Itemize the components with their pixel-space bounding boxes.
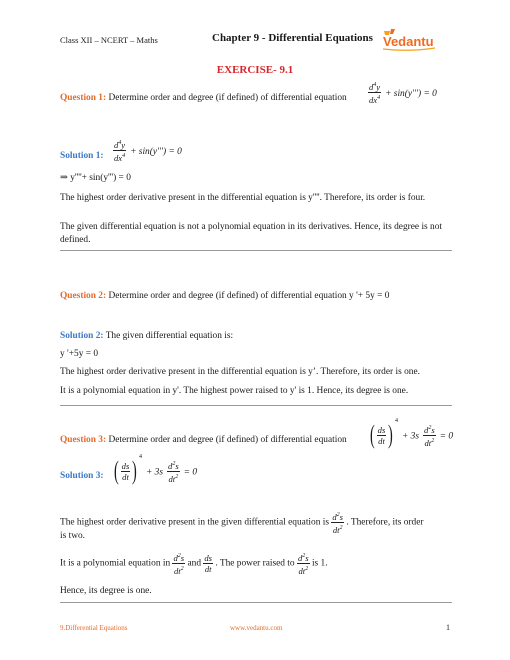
divider-1 (60, 250, 452, 251)
question-1-label: Question 1: (60, 93, 107, 103)
footer-page-number: 1 (446, 623, 450, 632)
question-1-equation: $\frac{d^4y}{dx^4}$ + sin(y''') = 0 (369, 81, 437, 105)
question-3-text: Determine order and degree (if defined) of differential equation (108, 435, 347, 445)
divider-2 (60, 405, 452, 406)
solution-1-step: ⇒ y''''+ sin(y''') = 0 (60, 173, 131, 183)
solution-3-paragraph-3: Hence, its degree is one. (60, 586, 152, 596)
footer-chapter: 9.Differential Equations (60, 624, 128, 632)
solution-2-text: The given differential equation is: (105, 331, 234, 341)
solution-3-paragraph-1-start: The highest order derivative present in the given differential equation is (60, 517, 330, 528)
solution-1-paragraph-1: The highest order derivative present in the differential equation is y''''. Therefore, its order is four. (60, 193, 426, 203)
solution-1-label: Solution 1: (60, 151, 104, 161)
solution-3-paragraph-1-cont: is two. (60, 531, 86, 541)
solution-2 (60, 330, 460, 343)
solution-3-paragraph-1: The highest order derivative present in the given differential equation is $\frac{d^2s}{dt^2}$ . Therefore, its order (60, 511, 424, 535)
question-2-label: Question 2: (60, 291, 107, 301)
solution-2-paragraph-2: It is a polynomial equation in y'. The highest power raised to y' is 1. Hence, its degree is one. (60, 386, 409, 396)
question-3-equation: ( $\frac{ds}{dt}$ ) $^4$ + 3s $\frac{d^2s}{dt^2}$ = 0 (369, 418, 454, 449)
solution-2-label: Solution 2: (60, 331, 104, 341)
solution-1-paragraph-2: The given differential equation is not a polynomial equation in its derivatives. Hence, its degree is not defined. (60, 222, 443, 245)
solution-3-paragraph-2-d: is 1. (311, 558, 328, 569)
solution-3-equation: ( $\frac{ds}{dt}$ ) $^4$ + 3s $\frac{d^2s}{dt^2}$ = 0 (113, 454, 198, 485)
question-2 (60, 290, 460, 303)
vedantu-logo-text: Vedantu (383, 34, 434, 49)
header-chapter-title: Chapter 9 - Differential Equations (212, 32, 373, 44)
header-class-label: Class XII – NCERT – Maths (60, 35, 158, 45)
question-2-text: Determine order and degree (if defined) of differential equation y '+ 5y = 0 (108, 291, 390, 301)
divider-3 (60, 602, 452, 603)
solution-2-paragraph-1: The highest order derivative present in the differential equation is y’. Therefore, its order is one. (60, 367, 420, 377)
solution-3-paragraph-2-c: . The power raised to (215, 558, 295, 569)
solution-2-equation: y '+5y = 0 (60, 349, 99, 359)
solution-3-paragraph-2-a: It is a polynomial equation in (60, 558, 171, 569)
solution-3-label: Solution 3: (60, 471, 104, 481)
solution-3-paragraph-2-b: and (187, 558, 202, 569)
vedantu-logo (380, 26, 438, 52)
question-3-label: Question 3: (60, 435, 107, 445)
question-1-text: Determine order and degree (if defined) of differential equation (108, 93, 347, 103)
solution-3-paragraph-1-end: . Therefore, its order (346, 517, 424, 528)
footer-website-link[interactable]: www.vedantu.com (230, 624, 283, 632)
question-3 (60, 434, 380, 447)
exercise-title: EXERCISE- 9.1 (216, 64, 294, 76)
solution-1-equation: $\frac{d^4y}{dx^4}$ + sin(y''') = 0 (114, 139, 182, 163)
solution-3-paragraph-2: It is a polynomial equation in $\frac{d^2s}{dt^2}$ and $\frac{ds}{dt}$ . The power raised to $\frac{d^2s}{dt^2}$ is 1. (60, 552, 328, 576)
